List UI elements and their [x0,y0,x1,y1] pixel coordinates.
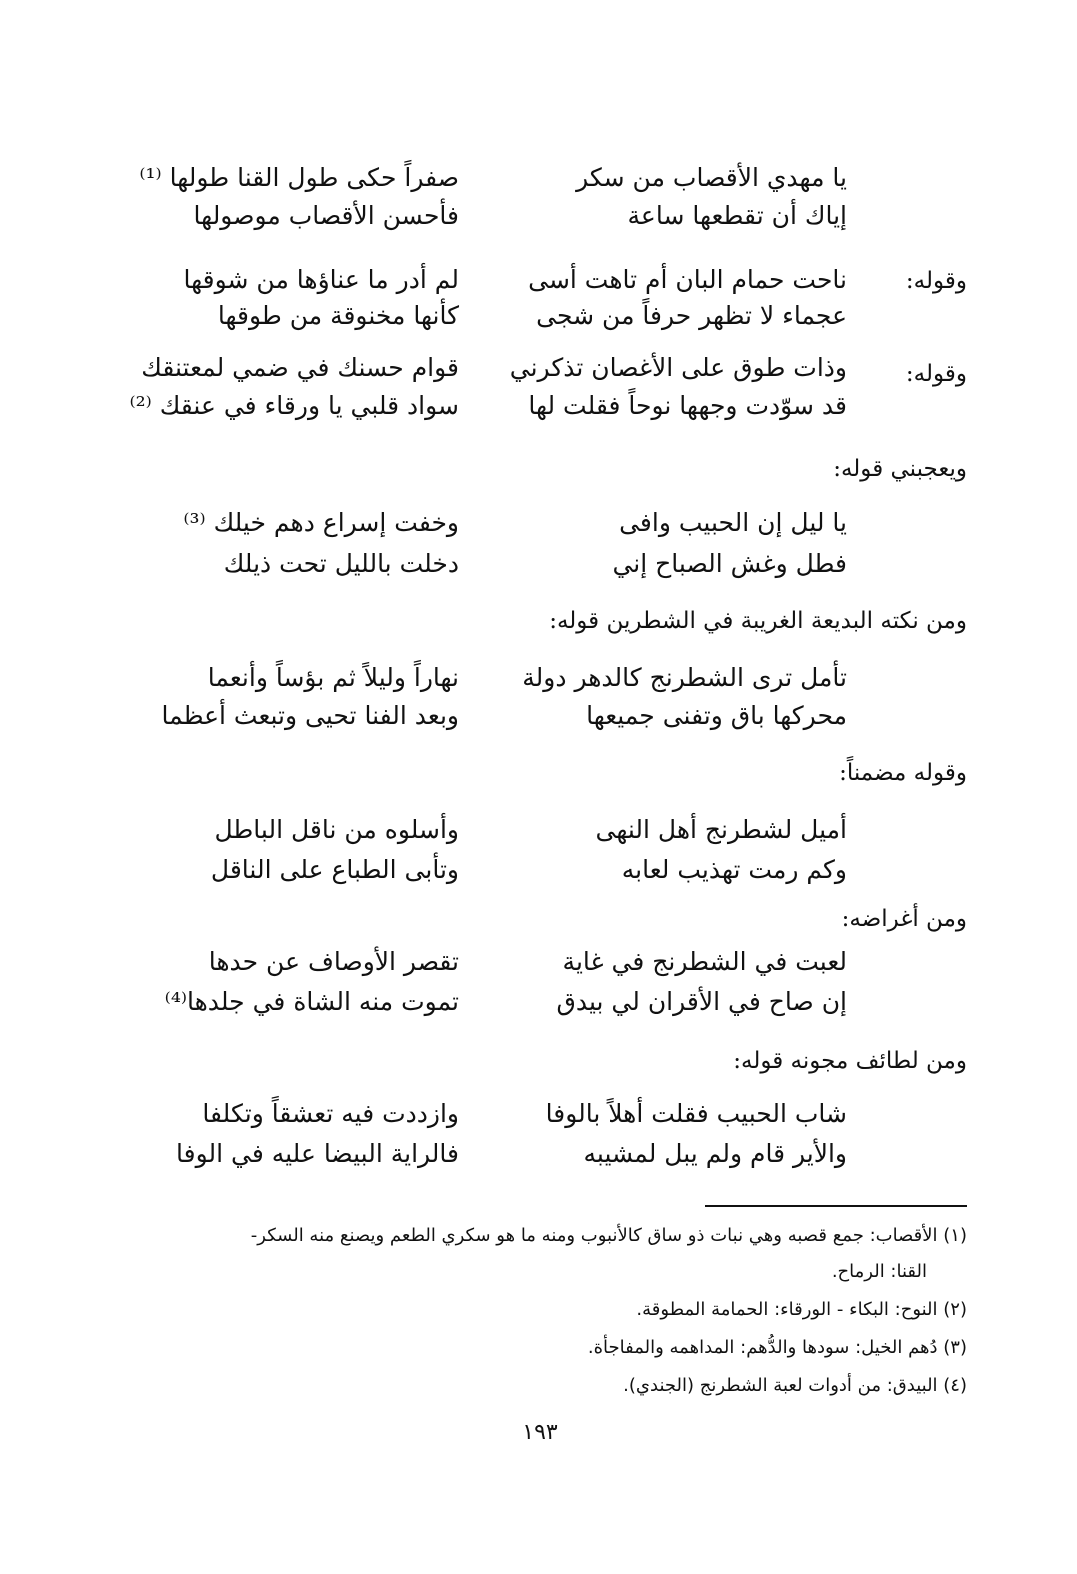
footnote-divider [705,1205,967,1207]
verse-second-hemistich: وأسلوه من ناقل الباطل [214,815,459,844]
stanza-intro: وقوله: [905,361,967,387]
verse-first-hemistich: يا ليل إن الحبيب وافى [619,508,847,537]
footnote: (٢) النوح: البكاء - الورقاء: الحمامة المطوقة. [636,1299,967,1320]
verse-second-hemistich: وبعد الفنا تحيى وتبعث أعظما [161,701,459,730]
verse-second-hemistich: دخلت بالليل تحت ذيلك [223,549,459,578]
verse-second-hemistich: لم أدر ما عناؤها من شوقها [183,265,459,294]
footnote: (٣) دُهم الخيل: سودها والدُّهم: المداهمه والمفاجأة. [587,1337,967,1358]
verse-second-hemistich: وخفت إسراع دهم خيلك ⁽³⁾ [183,508,459,537]
verse-second-hemistich: فأحسن الأقصاب موصولها [193,201,459,230]
verse-second-hemistich: فالراية البيضا عليه في الوفا [176,1139,459,1168]
verse-second-hemistich: صفراً حكى طول القنا طولها ⁽¹⁾ [139,163,459,192]
footnote: (٤) البيدق: من أدوات لعبة الشطرنج (الجندي). [623,1375,967,1396]
verse-second-hemistich: وتأبى الطباع على الناقل [210,855,459,884]
verse-first-hemistich: محركها باق وتفنى جميعها [586,701,847,730]
footnote: (١) الأقصاب: جمع قصبه وهي نبات ذو ساق كالأنبوب ومنه ما هو سكري الطعم ويصنع منه السكر- [250,1225,967,1246]
verse-first-hemistich: إن صاح في الأقران لي بيدق [556,987,847,1016]
verse-first-hemistich: عجماء لا تظهر حرفاً من شجى [536,301,847,330]
verse-second-hemistich: تموت منه الشاة في جلدها⁽⁴⁾ [164,987,459,1016]
verse-first-hemistich: إياك أن تقطعها ساعة [627,201,847,230]
page-number: ١٩٣ [522,1420,558,1445]
stanza-intro: ومن لطائف مجونه قوله: [733,1048,967,1074]
verse-second-hemistich: نهاراً وليلاً ثم بؤساً وأنعما [207,663,459,692]
verse-first-hemistich: تأمل ترى الشطرنج كالدهر دولة [522,663,847,692]
verse-first-hemistich: ناحت حمام البان أم تاهت أسى [528,265,847,294]
stanza-intro: ومن أغراضه: [841,906,967,932]
verse-first-hemistich: وذات طوق على الأغصان تذكرني [509,353,847,382]
verse-first-hemistich: يا مهدي الأقصاب من سكر [576,163,847,192]
verse-second-hemistich: سواد قلبي يا ورقاء في عنقك ⁽²⁾ [129,391,459,420]
footnote-continuation: القنا: الرماح. [831,1261,927,1282]
verse-first-hemistich: لعبت في الشطرنج في غاية [562,947,847,976]
stanza-intro: وقوله: [905,268,967,294]
stanza-intro: ويعجبني قوله: [833,456,967,482]
stanza-intro: وقوله مضمناً: [839,760,967,786]
verse-first-hemistich: والأير قام ولم يبل لمشيبه [583,1139,847,1168]
verse-first-hemistich: أميل لشطرنج أهل النهى [595,815,847,844]
verse-first-hemistich: قد سوّدت وجهها نوحاً فقلت لها [528,391,847,420]
verse-first-hemistich: شاب الحبيب فقلت أهلاً بالوفا [545,1099,847,1128]
verse-second-hemistich: وازددت فيه تعشقاً وتكلفا [202,1099,459,1128]
verse-second-hemistich: تقصر الأوصاف عن حدها [208,947,459,976]
stanza-intro: ومن نكته البديعة الغريبة في الشطرين قوله: [549,608,967,634]
verse-first-hemistich: وكم رمت تهذيب لعابه [621,855,847,884]
verse-second-hemistich: قوام حسنك في ضمي لمعتنقك [141,353,459,382]
verse-first-hemistich: فطل وغش الصباح إني [612,549,847,578]
verse-second-hemistich: كأنها مخنوقة من طوقها [217,301,459,330]
